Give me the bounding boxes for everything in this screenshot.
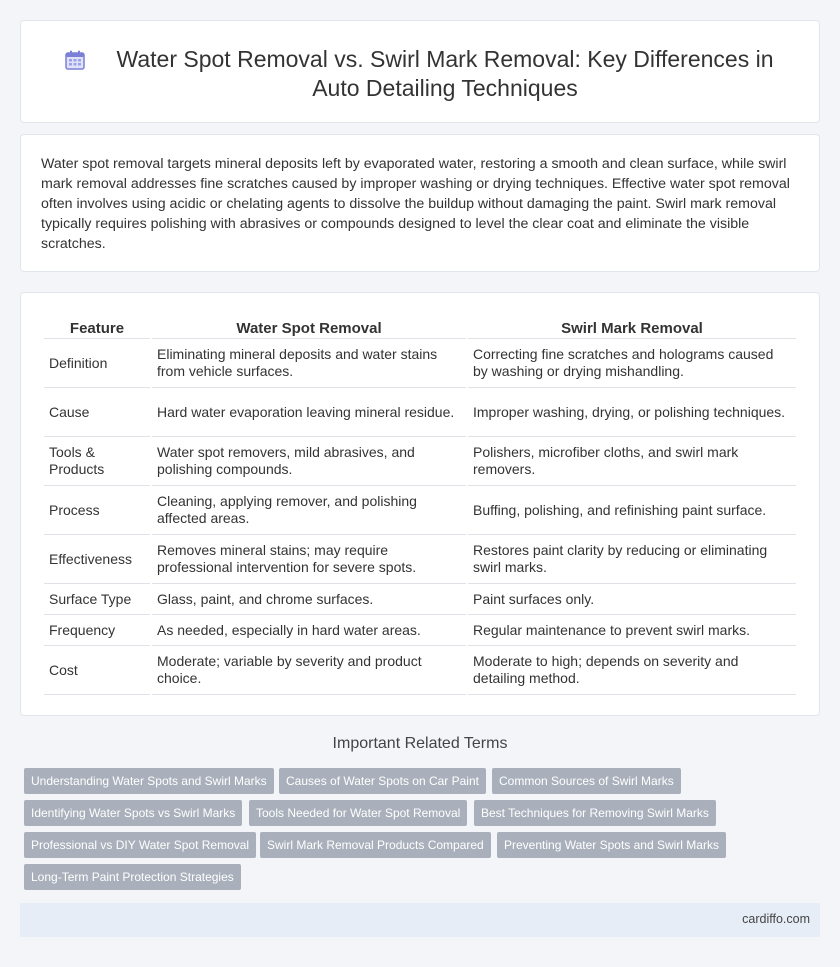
feature-cell: Process: [44, 486, 150, 535]
feature-cell: Tools & Products: [44, 437, 150, 486]
footer: [20, 903, 820, 937]
water-spot-cell: Moderate; variable by severity and product choice.: [152, 646, 466, 695]
swirl-mark-cell: Improper washing, drying, or polishing techniques.: [468, 388, 796, 437]
table-row: [44, 535, 796, 584]
feature-cell: Definition: [44, 339, 150, 388]
feature-cell: Frequency: [44, 615, 150, 646]
table-row: [44, 388, 796, 437]
related-term-tag[interactable]: Understanding Water Spots and Swirl Marks: [24, 768, 274, 794]
swirl-mark-cell: Correcting fine scratches and holograms caused by washing or drying mishandling.: [468, 339, 796, 388]
swirl-mark-cell: Restores paint clarity by reducing or eliminating swirl marks.: [468, 535, 796, 584]
comparison-card: [20, 292, 820, 716]
related-terms-title: Important Related Terms: [332, 735, 508, 752]
table-row: [44, 486, 796, 535]
swirl-mark-cell: Polishers, microfiber cloths, and swirl mark removers.: [468, 437, 796, 486]
intro-paragraph: Water spot removal targets mineral deposits left by evaporated water, restoring a smooth and clean surface, while swirl mark removal addresses fine scratches caused by improper washing or drying techniques. Effective water spot removal often involves using acidic or chelating agents to dissolve the buildup without damaging the paint. Swirl mark removal typically requires polishing with abrasives or compounds designed to level the clear coat and eliminate the visible scratches.: [41, 156, 790, 252]
table-row: [44, 615, 796, 646]
header-water-spot: Water Spot Removal: [152, 313, 466, 339]
related-term-tag[interactable]: Common Sources of Swirl Marks: [492, 768, 681, 794]
page-title: Water Spot Removal vs. Swirl Mark Removal: Key Differences in Auto Detailing Techniques: [116, 46, 774, 101]
related-term-tag[interactable]: Identifying Water Spots vs Swirl Marks: [24, 800, 242, 826]
swirl-mark-cell: Regular maintenance to prevent swirl marks.: [468, 615, 796, 646]
water-spot-cell: Water spot removers, mild abrasives, and polishing compounds.: [152, 437, 466, 486]
header-feature: Feature: [44, 313, 150, 339]
table-row: [44, 339, 796, 388]
title-wrap: [21, 45, 819, 103]
comparison-table: [42, 313, 798, 695]
related-term-tag[interactable]: Professional vs DIY Water Spot Removal: [24, 832, 256, 858]
swirl-mark-cell: Buffing, polishing, and refinishing paint surface.: [468, 486, 796, 535]
footer-site-link[interactable]: cardiffo.com: [742, 912, 810, 926]
table-header-row: [44, 313, 796, 339]
table-row: [44, 437, 796, 486]
related-term-tag[interactable]: Preventing Water Spots and Swirl Marks: [497, 832, 726, 858]
water-spot-cell: As needed, especially in hard water areas.: [152, 615, 466, 646]
header-swirl-mark: Swirl Mark Removal: [468, 313, 796, 339]
related-term-tag[interactable]: Causes of Water Spots on Car Paint: [279, 768, 486, 794]
swirl-mark-cell: Moderate to high; depends on severity and detailing method.: [468, 646, 796, 695]
related-term-tag[interactable]: Swirl Mark Removal Products Compared: [260, 832, 491, 858]
table-row: [44, 646, 796, 695]
water-spot-cell: Eliminating mineral deposits and water stains from vehicle surfaces.: [152, 339, 466, 388]
feature-cell: Cost: [44, 646, 150, 695]
feature-cell: Surface Type: [44, 584, 150, 615]
table-row: [44, 584, 796, 615]
water-spot-cell: Hard water evaporation leaving mineral residue.: [152, 388, 466, 437]
intro-card: [20, 134, 820, 272]
swirl-mark-cell: Paint surfaces only.: [468, 584, 796, 615]
related-term-tag[interactable]: Long-Term Paint Protection Strategies: [24, 864, 241, 890]
feature-cell: Effectiveness: [44, 535, 150, 584]
related-term-tag[interactable]: Best Techniques for Removing Swirl Marks: [474, 800, 716, 826]
water-spot-cell: Cleaning, applying remover, and polishing affected areas.: [152, 486, 466, 535]
feature-cell: Cause: [44, 388, 150, 437]
water-spot-cell: Removes mineral stains; may require professional intervention for severe spots.: [152, 535, 466, 584]
related-term-tag[interactable]: Tools Needed for Water Spot Removal: [249, 800, 467, 826]
header-card: [20, 20, 820, 123]
calendar-icon: [63, 48, 87, 72]
water-spot-cell: Glass, paint, and chrome surfaces.: [152, 584, 466, 615]
